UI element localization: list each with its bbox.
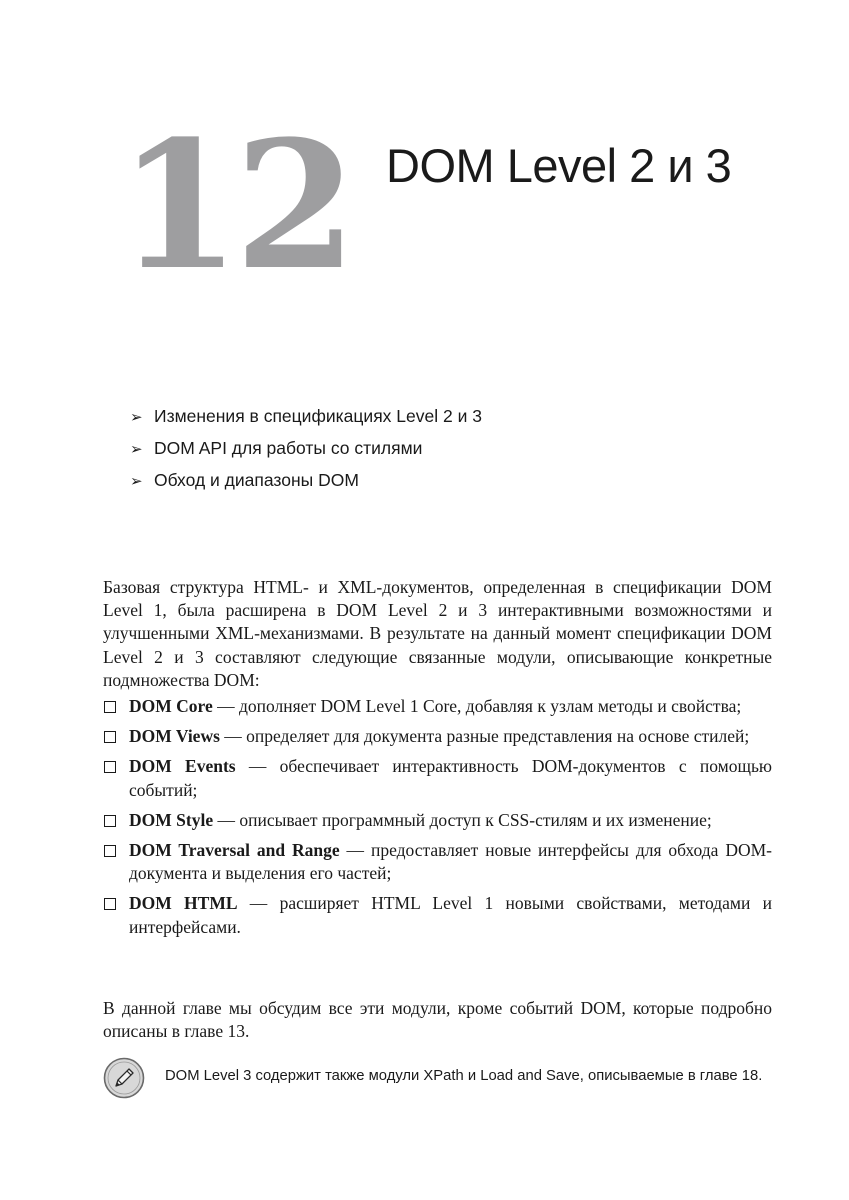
module-description: — расширяет HTML Level 1 новыми свойствами, методами и интерфейсами.	[129, 893, 772, 937]
topic-text: DOM API для работы со стилями	[154, 438, 423, 458]
module-item	[103, 809, 772, 832]
module-item	[103, 695, 772, 718]
module-name: DOM Style	[129, 809, 214, 830]
arrow-bullet-icon: ➢	[130, 409, 143, 426]
arrow-bullet-icon: ➢	[130, 441, 143, 458]
chapter-number: 12	[118, 102, 351, 309]
chapter-title: DOM Level 2 и 3	[386, 139, 732, 192]
module-name: DOM Events	[129, 756, 236, 777]
chapter-topics-list	[130, 400, 482, 496]
module-item	[103, 839, 772, 885]
topic-item	[130, 400, 482, 432]
module-description: — описывает программный доступ к CSS-стилям и их изменение;	[213, 809, 712, 830]
note-block	[103, 1057, 783, 1099]
outro-paragraph: В данной главе мы обсудим все эти модули, кроме событий DOM, которые подробно описаны в главе 13.	[103, 998, 772, 1042]
topic-text: Обход и диапазоны DOM	[154, 470, 359, 490]
module-description: — определяет для документа разные представления на основе стилей;	[219, 726, 750, 747]
module-item	[103, 892, 772, 938]
pencil-icon	[103, 1057, 145, 1099]
module-name: DOM Views	[129, 726, 220, 747]
intro-paragraph: Базовая структура HTML- и XML-документов, определенная в спецификации DOM Level 1, была расширена в DOM Level 2 и 3 интерактивными возможностями и улучшенными XML-механизмами. В результате на данный момент спецификации DOM Level 2 и 3 составляют следующие связанные модули, описывающие конкретные подмножества DOM:	[103, 577, 772, 690]
module-description: — обеспечивает интерактивность DOM-документов с помощью событий;	[129, 756, 773, 800]
topic-text: Изменения в спецификациях Level 2 и 3	[154, 406, 482, 426]
checkbox-bullet-icon	[104, 815, 116, 827]
module-name: DOM Core	[129, 696, 213, 716]
topic-item	[130, 464, 482, 496]
checkbox-bullet-icon	[104, 701, 116, 713]
topic-item	[130, 432, 482, 464]
checkbox-bullet-icon	[104, 898, 116, 910]
module-item	[103, 725, 772, 748]
arrow-bullet-icon: ➢	[130, 473, 143, 490]
checkbox-bullet-icon	[104, 731, 116, 743]
module-name: DOM HTML	[129, 893, 238, 914]
checkbox-bullet-icon	[104, 761, 116, 773]
module-description: — предоставляет новые интерфейсы для обхода DOM-документа и выделения его частей;	[129, 840, 772, 884]
note-text: DOM Level 3 содержит также модули XPath и Load and Save, описываемые в главе 18.	[165, 1068, 763, 1084]
module-item	[103, 755, 772, 801]
module-name: DOM Traversal and Range	[129, 840, 340, 861]
checkbox-bullet-icon	[104, 845, 116, 857]
modules-list	[103, 695, 772, 946]
module-description: — дополняет DOM Level 1 Core, добавляя к узлам методы и свойства;	[212, 696, 742, 716]
